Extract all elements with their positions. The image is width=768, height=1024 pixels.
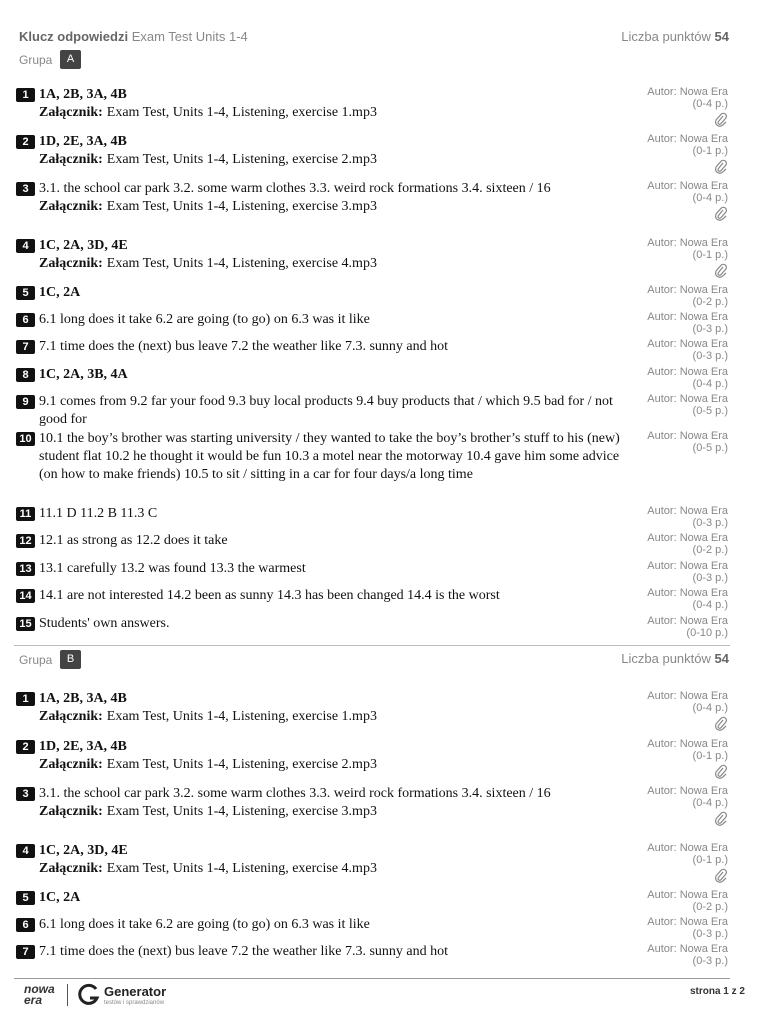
points-label: (0-3 p.) <box>692 517 728 529</box>
question-meta <box>618 284 728 308</box>
points-label: (0-4 p.) <box>692 797 728 809</box>
points-label: (0-2 p.) <box>692 544 728 556</box>
paperclip-icon[interactable] <box>618 716 728 732</box>
question-meta <box>618 86 728 128</box>
question-meta <box>618 311 728 335</box>
page-number: strona 1 z 2 <box>689 986 745 997</box>
question-meta <box>618 532 728 556</box>
answer-text: 1C, 2A, 3D, 4E <box>39 238 128 253</box>
points-label: (0-10 p.) <box>686 627 728 639</box>
points-label: (0-5 p.) <box>692 405 728 417</box>
answer-text: 3.1. the school car park 3.2. some warm clothes 3.3. weird rock formations 3.4. sixteen / 16 <box>39 181 551 196</box>
answer-text: 1A, 2B, 3A, 4B <box>39 691 127 706</box>
paperclip-icon[interactable] <box>618 764 728 780</box>
points-label: (0-4 p.) <box>692 98 728 110</box>
question-meta <box>618 842 728 884</box>
question-meta <box>618 560 728 584</box>
author-label: Autor: Nowa Era <box>647 738 728 750</box>
question-meta <box>618 393 728 417</box>
answer-text: 10.1 the boy’s brother was starting university / they wanted to take the boy’s brother’s stuff to his (new) student flat 10.2 he thought it would be fun 10.3 a motel near the motorway 10.4 gave him some advice (on how to make friends) 10.5 to sit / sitting in a car for four days/a long time <box>39 431 620 482</box>
question-number: 6 <box>16 313 35 327</box>
author-label: Autor: Nowa Era <box>647 366 728 378</box>
author-label: Autor: Nowa Era <box>647 916 728 928</box>
question-number: 1 <box>16 692 35 706</box>
group-divider <box>14 645 730 646</box>
answer-text: 1C, 2A, 3B, 4A <box>39 367 128 382</box>
points-label: (0-4 p.) <box>692 378 728 390</box>
points-label: (0-3 p.) <box>692 572 728 584</box>
attachment-line[interactable]: Załącznik: Exam Test, Units 1-4, Listening, exercise 3.mp3 <box>39 804 377 819</box>
question-number: 11 <box>16 507 35 521</box>
attachment-line[interactable]: Załącznik: Exam Test, Units 1-4, Listening, exercise 4.mp3 <box>39 861 377 876</box>
question-meta <box>618 785 728 827</box>
group-a-header: Grupa A <box>19 50 729 70</box>
author-label: Autor: Nowa Era <box>647 842 728 854</box>
answer-text: 1C, 2A, 3D, 4E <box>39 843 128 858</box>
logo-separator <box>67 984 68 1006</box>
question-meta <box>618 738 728 780</box>
author-label: Autor: Nowa Era <box>647 86 728 98</box>
attachment-line[interactable]: Załącznik: Exam Test, Units 1-4, Listening, exercise 2.mp3 <box>39 152 377 167</box>
points-label: (0-1 p.) <box>692 854 728 866</box>
answer-text: 1C, 2A <box>39 285 81 300</box>
points-label: (0-1 p.) <box>692 750 728 762</box>
points-label: (0-3 p.) <box>692 955 728 967</box>
question-number: 3 <box>16 787 35 801</box>
attachment-line[interactable]: Załącznik: Exam Test, Units 1-4, Listening, exercise 2.mp3 <box>39 757 377 772</box>
points-label: (0-3 p.) <box>692 928 728 940</box>
author-label: Autor: Nowa Era <box>647 505 728 517</box>
total-points: Liczba punktów 54 <box>621 29 729 44</box>
question-number: 10 <box>16 432 35 446</box>
author-label: Autor: Nowa Era <box>647 430 728 442</box>
attachment-line[interactable]: Załącznik: Exam Test, Units 1-4, Listening, exercise 1.mp3 <box>39 709 377 724</box>
answer-text: 7.1 time does the (next) bus leave 7.2 the weather like 7.3. sunny and hot <box>39 944 449 959</box>
paperclip-icon[interactable] <box>618 112 728 128</box>
answer-text: 11.1 D 11.2 B 11.3 C <box>39 506 158 521</box>
author-label: Autor: Nowa Era <box>647 311 728 323</box>
question-meta <box>618 237 728 279</box>
answer-text: 14.1 are not interested 14.2 been as sunny 14.3 has been changed 14.4 is the worst <box>39 588 500 603</box>
answer-text: 1C, 2A <box>39 890 81 905</box>
question-meta <box>618 133 728 175</box>
page-footer <box>0 978 768 1024</box>
question-meta <box>618 505 728 529</box>
group-badge: A <box>60 50 81 69</box>
question-number: 4 <box>16 844 35 858</box>
points-label: (0-4 p.) <box>692 702 728 714</box>
attachment-line[interactable]: Załącznik: Exam Test, Units 1-4, Listening, exercise 3.mp3 <box>39 199 377 214</box>
answer-text: 1D, 2E, 3A, 4B <box>39 739 127 754</box>
points-label: (0-1 p.) <box>692 145 728 157</box>
question-meta <box>618 943 728 967</box>
question-number: 14 <box>16 589 35 603</box>
attachment-link[interactable]: Exam Test, Units 1-4, Listening, exercise 2.mp3 <box>106 152 377 167</box>
author-label: Autor: Nowa Era <box>647 943 728 955</box>
paperclip-icon[interactable] <box>618 263 728 279</box>
author-label: Autor: Nowa Era <box>647 133 728 145</box>
question-number: 8 <box>16 368 35 382</box>
footer-divider <box>14 978 730 979</box>
question-number: 4 <box>16 239 35 253</box>
answer-text: 13.1 carefully 13.2 was found 13.3 the warmest <box>39 561 306 576</box>
question-number: 2 <box>16 135 35 149</box>
question-number: 13 <box>16 562 35 576</box>
answer-text: 3.1. the school car park 3.2. some warm clothes 3.3. weird rock formations 3.4. sixteen / 16 <box>39 786 551 801</box>
points-label: (0-4 p.) <box>692 599 728 611</box>
attachment-link[interactable]: Exam Test, Units 1-4, Listening, exercise 1.mp3 <box>106 105 377 120</box>
page-header <box>19 29 729 45</box>
answer-text: 12.1 as strong as 12.2 does it take <box>39 533 228 548</box>
answer-text: 1D, 2E, 3A, 4B <box>39 134 127 149</box>
generator-logo: Generator testów i sprawdzianów <box>78 983 188 1011</box>
attachment-link[interactable]: Exam Test, Units 1-4, Listening, exercise 3.mp3 <box>106 199 377 214</box>
question-number: 5 <box>16 286 35 300</box>
question-meta <box>618 180 728 222</box>
author-label: Autor: Nowa Era <box>647 560 728 572</box>
points-label: (0-1 p.) <box>692 249 728 261</box>
question-meta <box>618 430 728 454</box>
author-label: Autor: Nowa Era <box>647 785 728 797</box>
paperclip-icon[interactable] <box>618 206 728 222</box>
answer-text: 7.1 time does the (next) bus leave 7.2 the weather like 7.3. sunny and hot <box>39 339 449 354</box>
attachment-line[interactable]: Załącznik: Exam Test, Units 1-4, Listening, exercise 1.mp3 <box>39 105 377 120</box>
question-meta <box>618 690 728 732</box>
generator-g-icon <box>78 983 100 1012</box>
question-meta <box>618 366 728 390</box>
answer-text: 6.1 long does it take 6.2 are going (to go) on 6.3 was it like <box>39 312 370 327</box>
question-number: 15 <box>16 617 35 631</box>
points-label: (0-5 p.) <box>692 442 728 454</box>
paperclip-icon[interactable] <box>618 159 728 175</box>
author-label: Autor: Nowa Era <box>647 237 728 249</box>
question-meta <box>618 587 728 611</box>
author-label: Autor: Nowa Era <box>647 393 728 405</box>
question-number: 5 <box>16 891 35 905</box>
answer-text: 1A, 2B, 3A, 4B <box>39 87 127 102</box>
answer-text: Students' own answers. <box>39 616 170 631</box>
attachment-link[interactable]: Exam Test, Units 1-4, Listening, exercise 4.mp3 <box>106 861 377 876</box>
answer-text: 9.1 comes from 9.2 far your food 9.3 buy local products 9.4 buy products that / which 9.5 bad for / not good for <box>39 394 613 427</box>
attachment-line[interactable]: Załącznik: Exam Test, Units 1-4, Listening, exercise 4.mp3 <box>39 256 377 271</box>
question-number: 6 <box>16 918 35 932</box>
attachment-link[interactable]: Exam Test, Units 1-4, Listening, exercise 4.mp3 <box>106 256 377 271</box>
author-label: Autor: Nowa Era <box>647 587 728 599</box>
question-number: 12 <box>16 534 35 548</box>
question-meta <box>618 338 728 362</box>
author-label: Autor: Nowa Era <box>647 889 728 901</box>
nowa-era-logo: nowa era <box>24 982 55 1007</box>
points-label: (0-2 p.) <box>692 901 728 913</box>
author-label: Autor: Nowa Era <box>647 690 728 702</box>
author-label: Autor: Nowa Era <box>647 615 728 627</box>
answer-text: 6.1 long does it take 6.2 are going (to go) on 6.3 was it like <box>39 917 370 932</box>
author-label: Autor: Nowa Era <box>647 338 728 350</box>
attachment-link[interactable]: Exam Test, Units 1-4, Listening, exercise 1.mp3 <box>106 709 377 724</box>
question-number: 7 <box>16 340 35 354</box>
question-meta <box>618 615 728 639</box>
points-label: (0-4 p.) <box>692 192 728 204</box>
points-label: (0-3 p.) <box>692 323 728 335</box>
points-label: (0-3 p.) <box>692 350 728 362</box>
question-number: 9 <box>16 395 35 409</box>
paperclip-icon[interactable] <box>618 868 728 884</box>
group-badge: B <box>60 650 81 669</box>
question-meta <box>618 889 728 913</box>
question-number: 1 <box>16 88 35 102</box>
author-label: Autor: Nowa Era <box>647 532 728 544</box>
points-label: (0-2 p.) <box>692 296 728 308</box>
attachment-link[interactable]: Exam Test, Units 1-4, Listening, exercise 2.mp3 <box>106 757 377 772</box>
author-label: Autor: Nowa Era <box>647 284 728 296</box>
question-meta <box>618 916 728 940</box>
question-number: 3 <box>16 182 35 196</box>
attachment-link[interactable]: Exam Test, Units 1-4, Listening, exercise 3.mp3 <box>106 804 377 819</box>
paperclip-icon[interactable] <box>618 811 728 827</box>
page-title: Klucz odpowiedzi Exam Test Units 1-4 <box>19 29 248 44</box>
author-label: Autor: Nowa Era <box>647 180 728 192</box>
group-b-header: Grupa B Liczba punktów 54 <box>19 651 729 667</box>
group-points: Liczba punktów 54 <box>621 651 729 666</box>
question-number: 7 <box>16 945 35 959</box>
question-number: 2 <box>16 740 35 754</box>
